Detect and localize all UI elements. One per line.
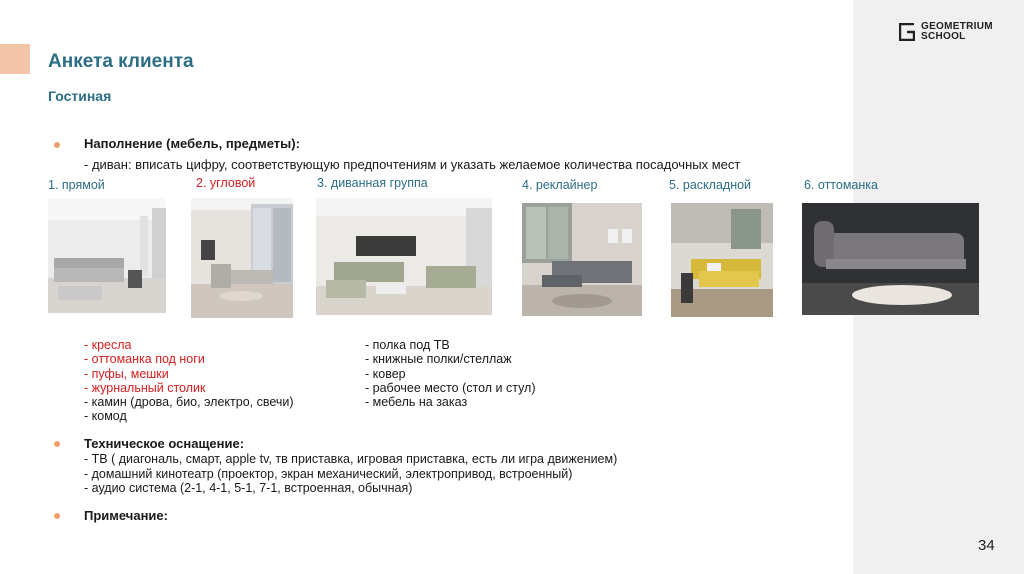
list-item: - рабочее место (стол и стул): [365, 380, 536, 395]
notes-heading: Примечание:: [84, 508, 168, 523]
furniture-items-left: [84, 338, 294, 424]
list-item: - полка под ТВ: [365, 338, 450, 352]
sofa-photo-sofabed: [671, 203, 773, 317]
sofa-option-label: 6. оттоманка: [804, 178, 878, 192]
page-number: 34: [978, 537, 995, 554]
brand-logo: [899, 22, 993, 42]
sofa-option-label: 3. диванная группа: [317, 176, 428, 190]
list-item: - аудио система (2-1, 4-1, 5-1, 7-1, встроенная, обычная): [84, 481, 413, 495]
list-item: - ТВ ( диагональ, смарт, apple tv, тв приставка, игровая приставка, есть ли игра движением): [84, 452, 618, 466]
list-item: - ковер: [365, 366, 406, 381]
sofa-option-label-selected: 2. угловой: [196, 176, 256, 190]
list-item: - камин (дрова, био, электро, свечи): [84, 395, 294, 410]
list-item: - журнальный столик: [84, 380, 206, 395]
list-item: - книжные полки/стеллаж: [365, 352, 512, 367]
sofa-photo-straight: [48, 198, 166, 313]
brand-line-2: SCHOOL: [921, 31, 966, 42]
list-item: - пуфы, мешки: [84, 366, 169, 381]
sofa-photo-group: [316, 198, 492, 315]
furniture-items-right: [365, 338, 536, 409]
sofa-photo-recliner: [522, 203, 642, 316]
page-subtitle: Гостиная: [48, 88, 112, 104]
tech-heading: Техническое оснащение:: [84, 436, 245, 451]
list-item: - домашний кинотеатр (проектор, экран механический, электропривод, встроенный): [84, 466, 573, 481]
sofa-photo-ottoman: [802, 203, 979, 315]
brand-line-1: GEOMETRIUM: [921, 21, 993, 32]
sofa-option-label: 1. прямой: [48, 178, 105, 192]
list-item: - кресла: [84, 338, 132, 352]
sofa-option-label: 5. раскладной: [669, 178, 752, 192]
sofa-instruction: - диван: вписать цифру, соответствующую предпочтениям и указать желаемое количества посадочных мест: [84, 157, 741, 172]
geometrium-logo-icon: [899, 23, 915, 41]
list-item: - комод: [84, 409, 127, 424]
list-item: - мебель на заказ: [365, 395, 468, 410]
corner-accent: [0, 44, 30, 74]
list-item: - оттоманка под ноги: [84, 352, 205, 367]
sofa-photo-corner: [191, 198, 293, 318]
page-title: Анкета клиента: [48, 51, 194, 72]
bullet-icon: [54, 142, 60, 148]
bullet-icon: [54, 513, 60, 519]
sofa-option-label: 4. реклайнер: [522, 178, 598, 192]
bullet-icon: [54, 441, 60, 447]
tech-items: [84, 452, 617, 496]
furniture-heading: Наполнение (мебель, предметы):: [84, 136, 300, 151]
